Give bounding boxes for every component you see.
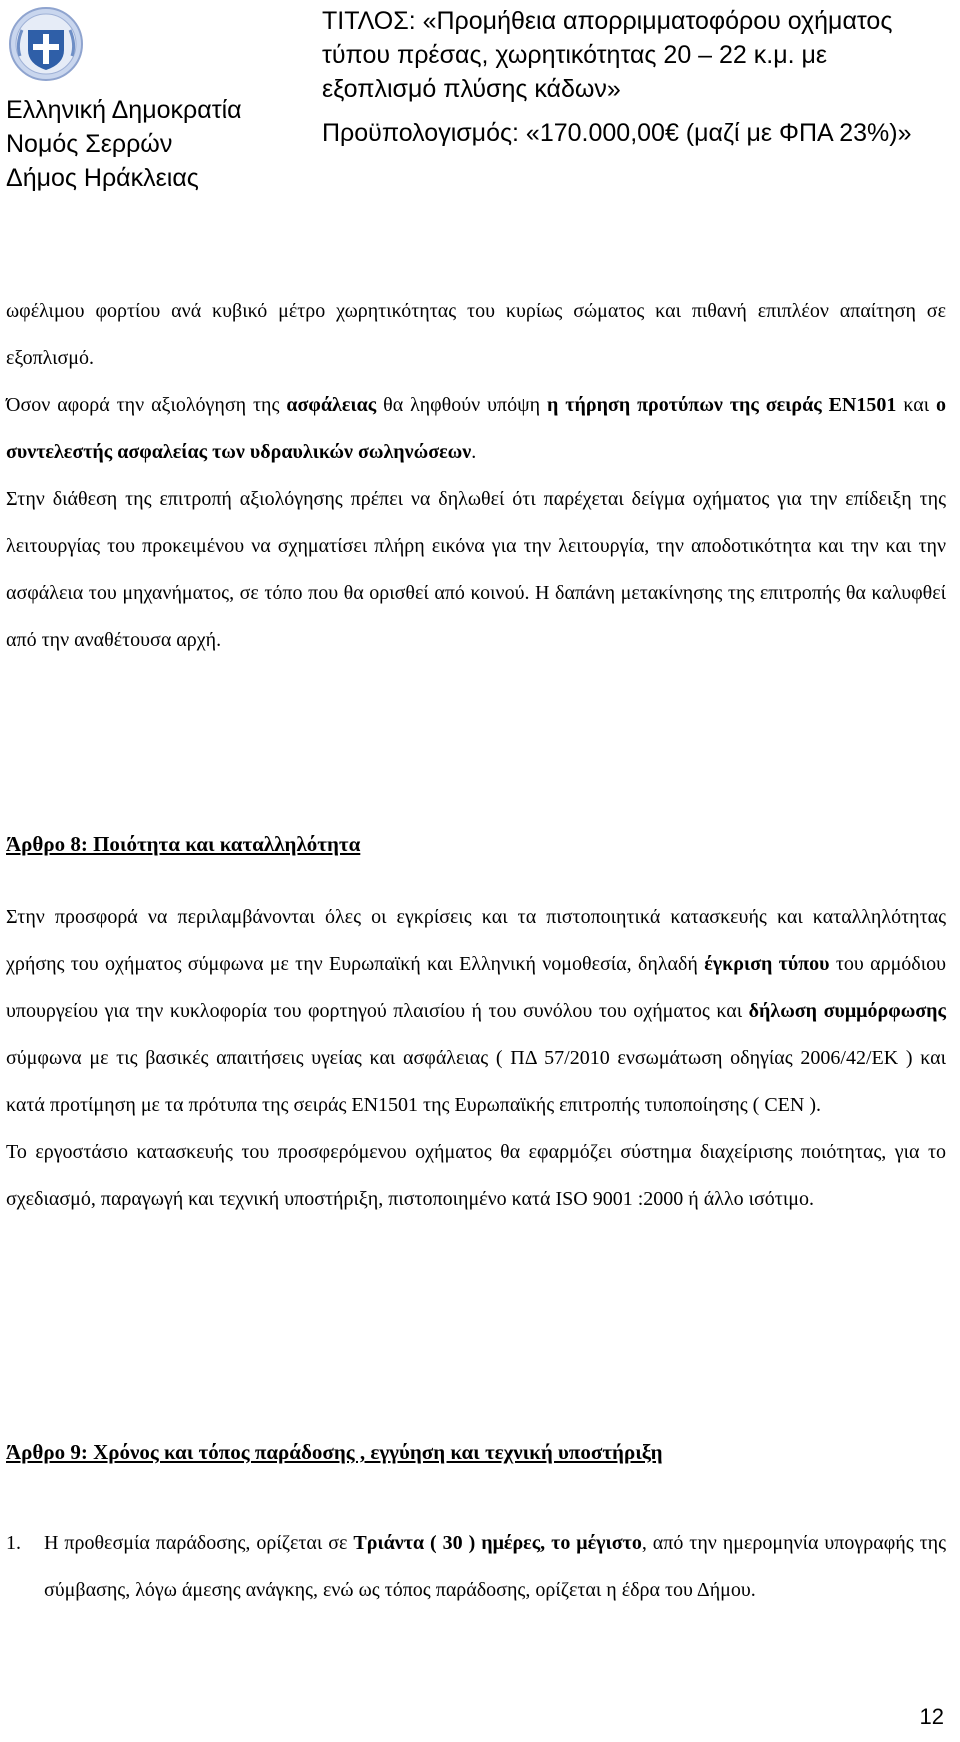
bold-run: έγκριση τύπου (704, 953, 830, 975)
header-title-block (322, 4, 958, 150)
list-item (6, 1520, 946, 1614)
paragraph-certifications (6, 894, 946, 1129)
bold-run: ο συντελεστής ασφαλείας των υδραυλικών σωληνώσεων (6, 394, 947, 463)
greek-emblem-icon (6, 4, 86, 84)
article-8-body (6, 894, 946, 1223)
paragraph-demonstration: Στην διάθεση της επιτροπή αξιολόγησης πρέπει να δηλωθεί ότι παρέχεται δείγμα οχήματος για την επίδειξη της λειτουργίας του προκειμένου να σχηματίσει πλήρη εικόνα για την λειτουργία, την αποδοτικότητα και την και την ασφάλεια του μηχανήματος, σε τόπο που θα ορισθεί από κοινού. Η δαπάνη μετακίνησης της επιτροπής θα καλυφθεί από την αναθέτουσα αρχή. (6, 488, 946, 651)
list-item-number: 1. (6, 1532, 21, 1554)
page-number: 12 (919, 1704, 944, 1729)
text-run: Στην προσφορά να περιλαμβάνονται όλες οι εγκρίσεις και τα πιστοποιητικά κατασκευής και καταλληλότητας χρήσης του οχήματος σύμφωνα με την Ευρωπαϊκή και Ελληνική νομοθεσία, δηλαδή (6, 906, 946, 975)
paragraph-safety (6, 382, 946, 476)
paragraph-payload: ωφέλιμου φορτίου ανά κυβικό μέτρο χωρητικότητας του κυρίως σώματος και πιθανή επιπλέον απαίτηση σε εξοπλισμό. (6, 300, 946, 369)
header-budget: Προϋπολογισμός: «170.000,00€ (μαζί με ΦΠΑ 23%)» (322, 119, 912, 147)
header-prefecture: Νομός Σερρών (6, 130, 173, 158)
text-run: του αρμόδιου υπουργείου για την κυκλοφορία του φορτηγού πλαισίου ή του συνόλου του οχήματος και (6, 953, 947, 1022)
text-run: . (471, 441, 477, 463)
text-run: θα ληφθούν υπόψη (376, 394, 548, 416)
header-organization (6, 4, 306, 195)
bold-run: δήλωση συμμόρφωσης (748, 1000, 946, 1022)
header-title-line: ΤΙΤΛΟΣ: «Προμήθεια απορριμματοφόρου οχήματος (322, 7, 893, 35)
article-9-list (6, 1520, 946, 1614)
text-run: , από την ημερομηνία υπογραφής της σύμβασης, λόγω άμεσης ανάγκης, ενώ ως τόπος παράδοσης, ορίζεται η έδρα του Δήμου. (44, 1532, 946, 1601)
header-country: Ελληνική Δημοκρατία (6, 96, 242, 124)
bold-run: ασφάλειας (286, 394, 377, 416)
text-run: Όσον αφορά την αξιολόγηση της (6, 394, 287, 416)
article-8-heading: Άρθρο 8: Ποιότητα και καταλληλότητα (6, 832, 361, 856)
text-run: σύμφωνα με τις βασικές απαιτήσεις υγείας και ασφάλειας ( ΠΔ 57/2010 ενσωμάτωση οδηγίας 2006/42/ΕΚ ) και κατά προτίμηση με τα πρότυπα της σειράς EN1501 της Ευρωπαϊκής επιτροπής τυποποίησης ( CEN ). (6, 1047, 946, 1116)
header-title-line: εξοπλισμό πλύσης κάδων» (322, 75, 621, 103)
body-text (6, 288, 946, 664)
paragraph-quality-system: Το εργοστάσιο κατασκευής του προσφερόμενου οχήματος θα εφαρμόζει σύστημα διαχείρισης ποιότητας, για το σχεδιασμό, παραγωγή και τεχνική υποστήριξη, πιστοποιημένο κατά ISO 9001 :2000 ή άλλο ισότιμο. (6, 1141, 946, 1210)
text-run: και (896, 394, 937, 416)
article-9-heading: Άρθρο 9: Χρόνος και τόπος παράδοσης , εγγύηση και τεχνική υποστήριξη (6, 1440, 663, 1464)
bold-run: η τήρηση προτύπων της σειράς EN1501 (547, 394, 897, 416)
text-run: Η προθεσμία παράδοσης, ορίζεται σε (44, 1532, 354, 1554)
list-item-text (44, 1520, 946, 1614)
header-municipality: Δήμος Ηράκλειας (6, 164, 199, 192)
header-title-line: τύπου πρέσας, χωρητικότητας 20 – 22 κ.μ. με (322, 41, 828, 69)
bold-run: Τριάντα ( 30 ) ημέρες, το μέγιστο (353, 1532, 642, 1554)
